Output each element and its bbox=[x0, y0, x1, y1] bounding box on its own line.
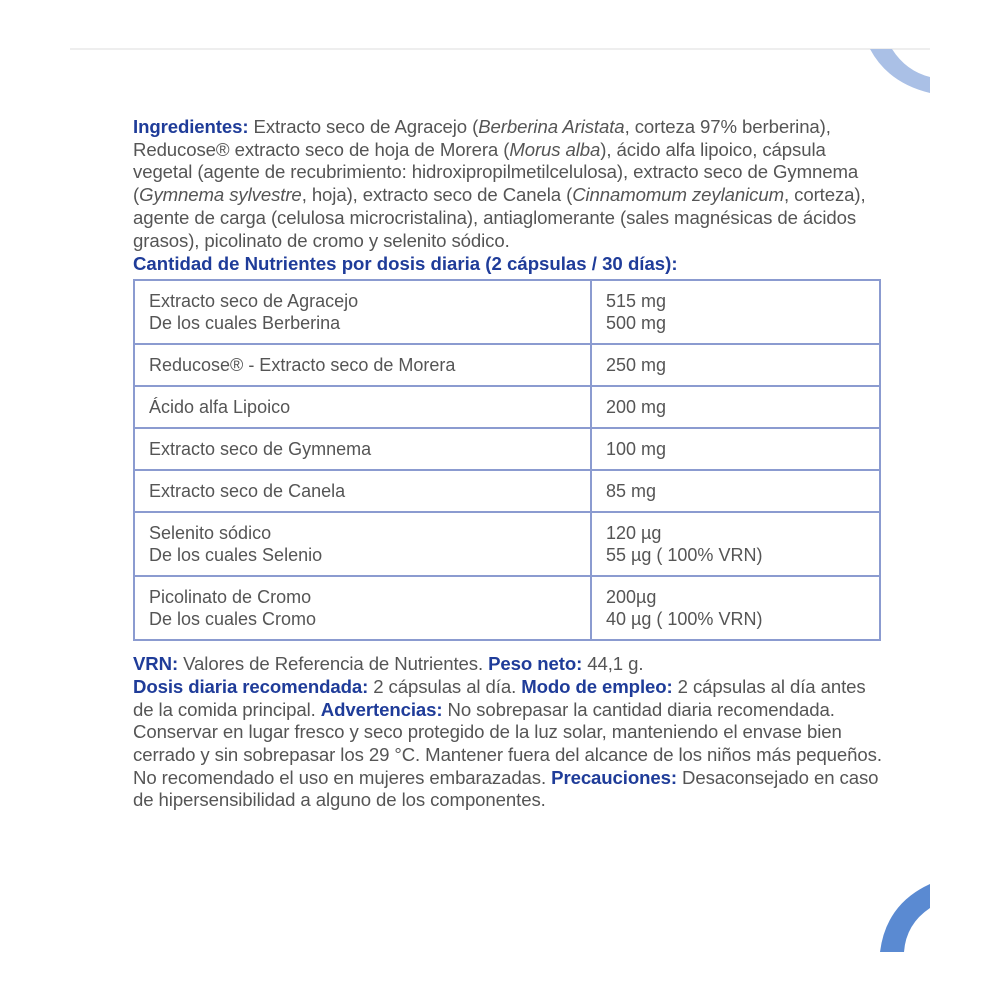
section-label: VRN: bbox=[133, 653, 179, 675]
nutrient-amount: 85 mg bbox=[606, 481, 657, 502]
nutrient-amount-cell bbox=[591, 280, 880, 344]
nutrient-amount-cell bbox=[591, 576, 880, 640]
nutrient-amount: 250 mg bbox=[606, 355, 667, 376]
table-row bbox=[134, 470, 880, 512]
nutrient-name-cell bbox=[134, 344, 591, 386]
section-label: Advertencias: bbox=[320, 698, 443, 720]
section-label: Peso neto: bbox=[488, 653, 583, 675]
text-run: , corteza), agente de carga (celulosa microcristalina), antiaglomerante (sales magnésicas de ácidos grasos), picolinato de cromo y selenito sódico. bbox=[133, 184, 866, 251]
table-row bbox=[134, 512, 880, 576]
table-row bbox=[134, 344, 880, 386]
nutrient-amount: 40 µg ( 100% VRN) bbox=[606, 609, 763, 630]
text-run: ), ácido alfa lipoico, cápsula vegetal (agente de recubrimiento: hidroxipropilmetilcelulosa), extracto seco de Gymnema ( bbox=[133, 138, 859, 206]
table-row bbox=[134, 428, 880, 470]
nutrient-amount-cell bbox=[591, 344, 880, 386]
section-label: Modo de empleo: bbox=[521, 675, 673, 697]
table-row bbox=[134, 576, 880, 640]
nutrient-amount: 200 mg bbox=[606, 397, 667, 418]
nutrient-name: De los cuales Berberina bbox=[149, 313, 341, 334]
nutrient-name: Extracto seco de Canela bbox=[149, 481, 346, 502]
nutrient-amount: 55 µg ( 100% VRN) bbox=[606, 545, 763, 566]
nutrient-name: Extracto seco de Gymnema bbox=[149, 439, 372, 460]
usage-and-warnings-paragraph bbox=[133, 653, 883, 812]
nutrient-name-cell bbox=[134, 576, 591, 640]
nutrient-amount: 200µg bbox=[606, 587, 657, 608]
section-label: Precauciones: bbox=[551, 766, 677, 788]
nutrient-name-cell bbox=[134, 428, 591, 470]
nutrients-table-title: Cantidad de Nutrientes por dosis diaria (2 cápsulas / 30 días): bbox=[133, 253, 678, 275]
text-run: No sobrepasar la cantidad diaria recomendada. Conservar en lugar fresco y seco protegido de la luz solar, manteniendo el envase bien cerrado y sin sobrepasar los 29 °C. Mantener fuera del alcance de los niños más pequeños. No recomendado el uso en mujeres embarazadas. bbox=[133, 698, 882, 788]
text-run: Valores de Referencia de Nutrientes. bbox=[178, 653, 489, 675]
nutrient-amount: 120 µg bbox=[606, 523, 662, 544]
nutrient-amount: 100 mg bbox=[606, 439, 667, 460]
nutrient-amount-cell bbox=[591, 428, 880, 470]
table-row bbox=[134, 280, 880, 344]
nutrient-name: Picolinato de Cromo bbox=[149, 587, 312, 608]
text-run: 2 cápsulas al día. bbox=[368, 675, 522, 697]
text-run: Berberina Aristata bbox=[478, 116, 625, 137]
nutrient-name-cell bbox=[134, 512, 591, 576]
text-run: Desaconsejado en caso de hipersensibilidad a alguno de los componentes. bbox=[133, 766, 879, 811]
decorative-arc-top bbox=[870, 49, 930, 93]
nutrient-name: De los cuales Cromo bbox=[149, 609, 317, 630]
section-label: Dosis diaria recomendada: bbox=[133, 675, 369, 697]
text-run: Gymnema sylvestre bbox=[139, 184, 302, 206]
nutrient-amount: 500 mg bbox=[606, 313, 667, 334]
nutrient-amount: 515 mg bbox=[606, 291, 667, 312]
nutrient-amount-cell bbox=[591, 386, 880, 428]
nutrient-amount-cell bbox=[591, 512, 880, 576]
nutrient-name-cell bbox=[134, 386, 591, 428]
text-run: , corteza 97% berberina), Reducose® extracto seco de hoja de Morera ( bbox=[133, 116, 831, 160]
ingredients-paragraph bbox=[133, 116, 883, 252]
nutrients-table bbox=[133, 279, 881, 641]
product-label bbox=[133, 116, 883, 812]
nutrient-name: De los cuales Selenio bbox=[149, 545, 323, 566]
nutrient-name: Ácido alfa Lipoico bbox=[149, 397, 291, 418]
table-row bbox=[134, 386, 880, 428]
text-run: Extracto seco de Agracejo ( bbox=[253, 116, 479, 137]
nutrient-name: Extracto seco de Agracejo bbox=[149, 291, 359, 312]
text-run: , hoja), extracto seco de Canela ( bbox=[301, 184, 573, 206]
text-run: 44,1 g. bbox=[582, 653, 644, 675]
text-run: Morus alba bbox=[509, 138, 601, 160]
nutrient-name: Reducose® - Extracto seco de Morera bbox=[149, 355, 456, 376]
text-run: Cinnamomum zeylanicum bbox=[572, 184, 784, 206]
ingredients-label: Ingredientes: bbox=[133, 116, 249, 137]
nutrient-name-cell bbox=[134, 280, 591, 344]
decorative-arc-bottom bbox=[880, 884, 930, 952]
nutrient-name: Selenito sódico bbox=[149, 523, 272, 544]
top-divider-line bbox=[70, 48, 930, 50]
nutrient-name-cell bbox=[134, 470, 591, 512]
text-run: 2 cápsulas al día antes de la comida principal. bbox=[133, 675, 866, 720]
nutrient-amount-cell bbox=[591, 470, 880, 512]
